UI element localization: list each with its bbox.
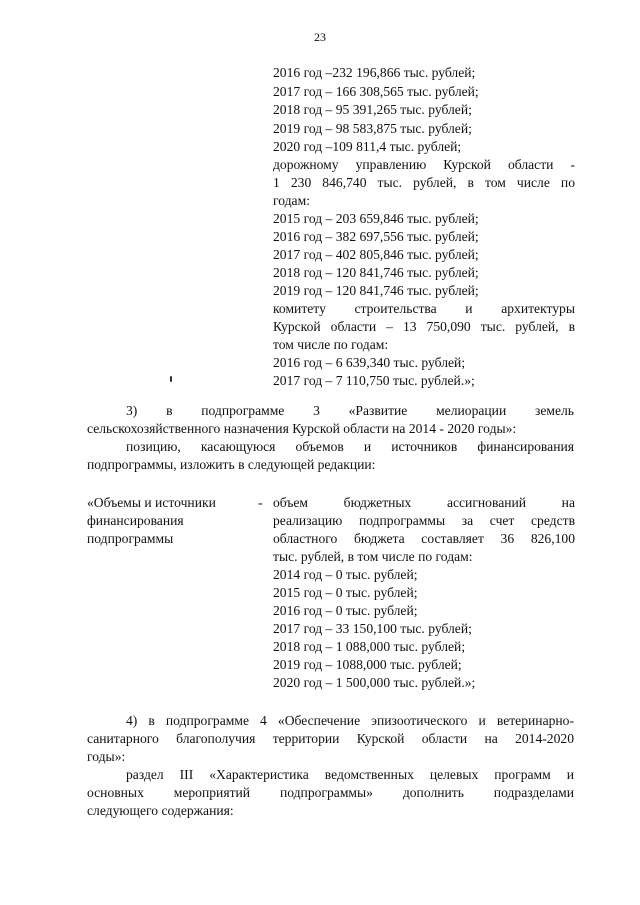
- table-right-line: 2019 год – 1088,000 тыс. рублей;: [273, 657, 462, 672]
- budget-line: 1 230 846,740 тыс. рублей, в том числе по: [273, 175, 575, 190]
- budget-line: годам:: [273, 193, 310, 208]
- table-dash: -: [258, 495, 263, 510]
- budget-line: 2020 год –109 811,4 тыс. рублей;: [273, 139, 462, 154]
- budget-line: том числе по годам:: [273, 337, 389, 352]
- table-left-label: «Объемы и источники: [87, 495, 216, 510]
- budget-line: 2019 год – 120 841,746 тыс. рублей;: [273, 283, 479, 298]
- budget-line: 2017 год – 166 308,565 тыс. рублей;: [273, 84, 479, 99]
- budget-line: 2018 год – 120 841,746 тыс. рублей;: [273, 265, 479, 280]
- budget-line: дорожному управлению Курской области -: [273, 157, 575, 172]
- scan-speck: [170, 376, 172, 382]
- paragraph-line: следующего содержания:: [87, 803, 234, 818]
- budget-line: 2015 год – 203 659,846 тыс. рублей;: [273, 211, 479, 226]
- table-right-line: 2015 год – 0 тыс. рублей;: [273, 585, 418, 600]
- table-right-line: 2020 год – 1 500,000 тыс. рублей.»;: [273, 675, 476, 690]
- table-left-label: подпрограммы: [87, 531, 174, 546]
- paragraph-line: сельскохозяйственного назначения Курской области на 2014 - 2020 годы»:: [87, 421, 517, 436]
- budget-line: 2016 год – 382 697,556 тыс. рублей;: [273, 229, 479, 244]
- table-right-line: реализацию подпрограммы за счет средств: [273, 513, 575, 528]
- table-right-line: 2014 год – 0 тыс. рублей;: [273, 567, 418, 582]
- budget-line: 2017 год – 402 805,846 тыс. рублей;: [273, 247, 479, 262]
- budget-line: 2017 год – 7 110,750 тыс. рублей.»;: [273, 373, 475, 388]
- budget-line: комитету строительства и архитектуры: [273, 301, 575, 316]
- budget-line: 2018 год – 95 391,265 тыс. рублей;: [273, 102, 472, 117]
- table-right-line: тыс. рублей, в том числе по годам:: [273, 549, 473, 564]
- budget-line: 2016 год –232 196,866 тыс. рублей;: [273, 65, 476, 80]
- paragraph-line: позицию, касающуюся объемов и источников финансирования: [126, 439, 574, 454]
- table-right-line: 2016 год – 0 тыс. рублей;: [273, 603, 418, 618]
- budget-line: 2016 год – 6 639,340 тыс. рублей;: [273, 355, 466, 370]
- paragraph-line: подпрограммы, изложить в следующей редакции:: [87, 457, 376, 472]
- budget-line: Курской области – 13 750,090 тыс. рублей, в: [273, 319, 575, 334]
- paragraph-line: раздел III «Характеристика ведомственных целевых программ и: [126, 767, 574, 782]
- paragraph-line: основных мероприятий подпрограммы» дополнить подразделами: [87, 785, 574, 800]
- table-right-line: 2018 год – 1 088,000 тыс. рублей;: [273, 639, 466, 654]
- table-right-line: объем бюджетных ассигнований на: [273, 495, 575, 510]
- table-right-line: 2017 год – 33 150,100 тыс. рублей;: [273, 621, 472, 636]
- paragraph-line: 3) в подпрограмме 3 «Развитие мелиорации земель: [126, 403, 574, 418]
- paragraph-line: санитарного благополучия территории Курской области на 2014-2020: [87, 731, 574, 746]
- paragraph-line: 4) в подпрограмме 4 «Обеспечение эпизоотического и ветеринарно-: [126, 713, 574, 728]
- page-number: 23: [314, 30, 326, 44]
- budget-line: 2019 год – 98 583,875 тыс. рублей;: [273, 121, 472, 136]
- table-right-line: областного бюджета составляет 36 826,100: [273, 531, 575, 546]
- table-left-label: финансирования: [87, 513, 184, 528]
- paragraph-line: годы»:: [87, 749, 126, 764]
